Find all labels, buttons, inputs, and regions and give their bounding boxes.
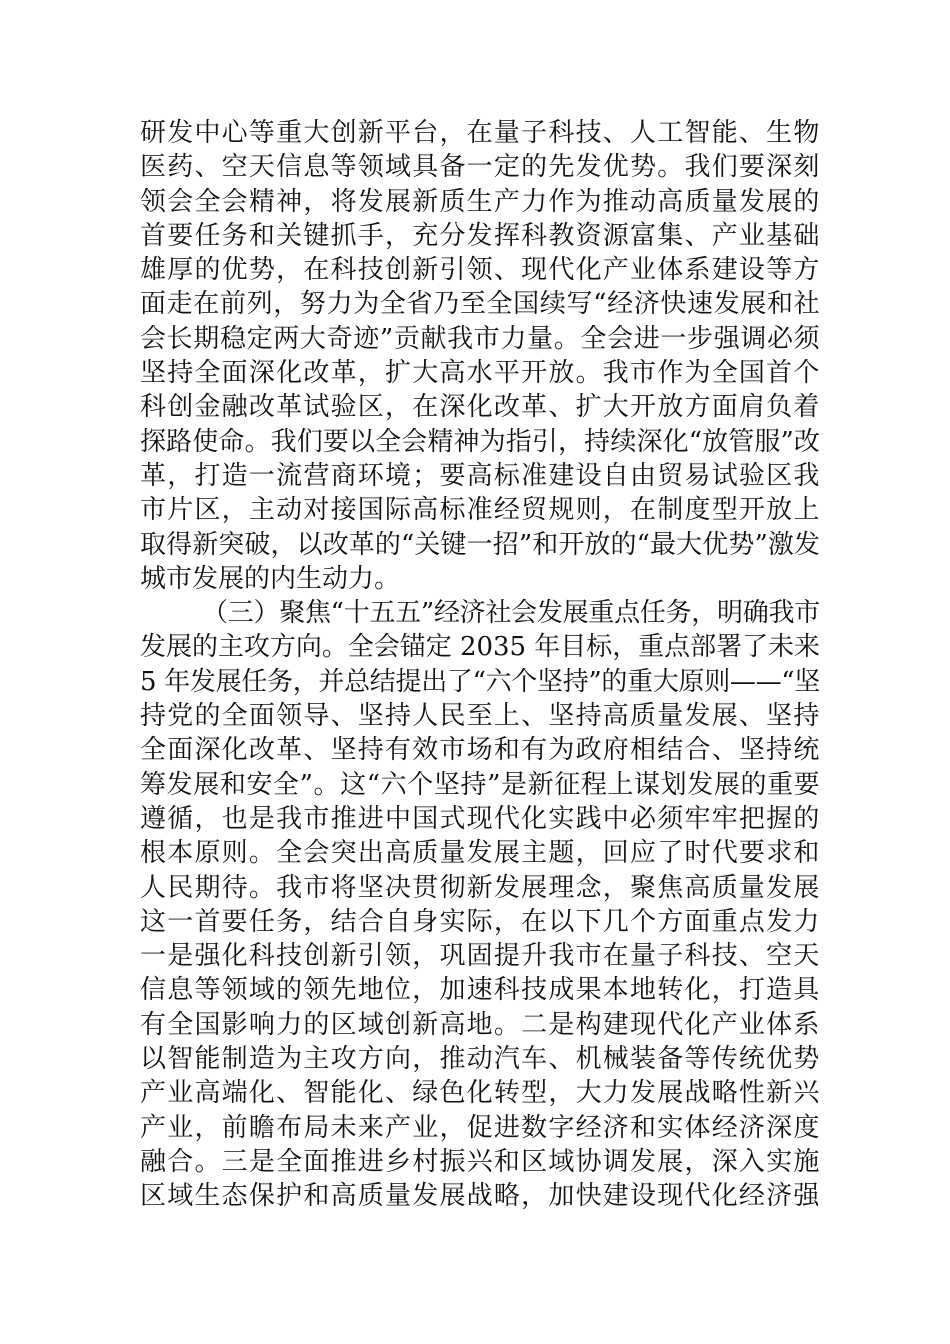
text-line: 探路使命。我们要以全会精神为指引，持续深化“放管服”改	[140, 426, 821, 457]
text-line: 坚持全面深化改革，扩大高水平开放。我市作为全国首个	[140, 358, 821, 389]
text-line: 取得新突破，以改革的“关键一招”和开放的“最大优势”激发	[140, 529, 821, 560]
text-line: 革，打造一流营商环境；要高标准建设自由贸易试验区我	[140, 460, 821, 491]
text-line: 会长期稳定两大奇迹”贡献我市力量。全会进一步强调必须	[140, 323, 821, 354]
text-line: 以智能制造为主攻方向，推动汽车、机械装备等传统优势	[140, 1044, 821, 1075]
text-line: 城市发展的内生动力。	[140, 563, 401, 594]
text-line: 人民期待。我市将坚决贯彻新发展理念，聚焦高质量发展	[140, 872, 821, 903]
text-line: 医药、空天信息等领域具备一定的先发优势。我们要深刻	[140, 152, 821, 183]
text-line: 产业，前瞻布局未来产业，促进数字经济和实体经济深度	[140, 1112, 821, 1143]
text-line: 一是强化科技创新引领，巩固提升我市在量子科技、空天	[140, 941, 821, 972]
text-line: 5 年发展任务，并总结提出了“六个坚持”的重大原则——“坚	[140, 666, 820, 697]
section-heading-line: （三）聚焦“十五五”经济社会发展重点任务，明确我市	[202, 598, 820, 629]
text-line: 筹发展和安全”。这“六个坚持”是新征程上谋划发展的重要	[140, 769, 821, 800]
text-line: 根本原则。全会突出高质量发展主题，回应了时代要求和	[140, 838, 821, 869]
text-line: 融合。三是全面推进乡村振兴和区域协调发展，深入实施	[140, 1146, 821, 1177]
text-line: 全面深化改革、坚持有效市场和有为政府相结合、坚持统	[140, 735, 821, 766]
text-line: 领会全会精神，将发展新质生产力作为推动高质量发展的	[140, 186, 821, 217]
text-line: 发展的主攻方向。全会锚定 2035 年目标，重点部署了未来	[140, 632, 820, 663]
text-line: 持党的全面领导、坚持人民至上、坚持高质量发展、坚持	[140, 701, 821, 732]
text-line: 科创金融改革试验区，在深化改革、扩大开放方面肩负着	[140, 392, 821, 423]
body-text	[140, 116, 820, 1214]
text-line: 遵循，也是我市推进中国式现代化实践中必须牢牢把握的	[140, 803, 821, 834]
text-line: 研发中心等重大创新平台，在量子科技、人工智能、生物	[140, 118, 821, 148]
text-line: 有全国影响力的区域创新高地。二是构建现代化产业体系	[140, 1009, 821, 1040]
text-line: 面走在前列，努力为全省乃至全国续写“经济快速发展和社	[140, 289, 821, 320]
text-line: 市片区，主动对接国际高标准经贸规则，在制度型开放上	[140, 495, 821, 526]
text-line: 雄厚的优势，在科技创新引领、现代化产业体系建设等方	[140, 255, 821, 286]
text-line: 首要任务和关键抓手，充分发挥科教资源富集、产业基础	[140, 220, 821, 251]
text-line: 这一首要任务，结合自身实际，在以下几个方面重点发力	[140, 906, 821, 937]
text-line: 信息等领域的领先地位，加速科技成果本地转化，打造具	[140, 975, 821, 1006]
text-line: 区域生态保护和高质量发展战略，加快建设现代化经济强	[140, 1181, 821, 1212]
text-line: 产业高端化、智能化、绿色化转型，大力发展战略性新兴	[140, 1078, 821, 1109]
